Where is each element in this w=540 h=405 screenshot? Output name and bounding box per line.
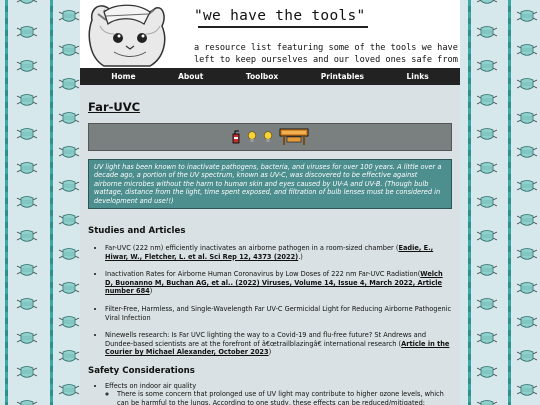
list-item: [105, 244, 452, 261]
title-underline: [198, 26, 368, 28]
mask-icon: [16, 262, 38, 276]
list-item: [105, 382, 452, 405]
mask-icon: [516, 246, 538, 260]
safety-item-text: Effects on indoor air quality: [105, 381, 197, 390]
mask-icon: [516, 110, 538, 124]
mask-icon: [476, 296, 498, 310]
mask-icon: [58, 314, 80, 328]
list-item: [105, 270, 452, 296]
safety-list: [88, 382, 452, 405]
lightbulb-icon: [247, 131, 257, 143]
uv-lamp-icon: [279, 128, 309, 146]
mask-icon: [516, 42, 538, 56]
mask-icon: [58, 212, 80, 226]
study-link[interactable]: Welch D, Buonanno M, Buchan AG, et al.. (2022) Viruses, Volume 14, Issue 4, March 2022, Article number 684: [105, 270, 443, 296]
study-text: Ninewells research: Is Far UVC lighting the way to a Covid-19 and flu-free future? St Andrews and Dundee-based scientists are at the forefront of â€œtrailblazingâ€ international research (: [105, 331, 427, 348]
mask-icon: [16, 160, 38, 174]
study-text: Filter-Free, Harmless, and Single-Wavelength Far UV-C Germicidal Light for Reducing Airborne Pathogenic Viral Infection: [105, 305, 452, 322]
safety-heading: Safety Considerations: [88, 365, 195, 376]
mask-icon: [16, 126, 38, 140]
mask-icon: [58, 246, 80, 260]
mask-icon: [16, 398, 38, 405]
list-item: ◦ There is some concern that prolonged use of UV light may contribute to higher ozone levels, which can be harmful to the lungs. According to one study, these effects can be reduced/mitigated:: [117, 390, 452, 405]
study-text: Inactivation Rates for Airborne Human Coronavirus by Low Doses of 222 nm Far-UVC Radiation(: [105, 270, 421, 279]
mask-icon: [476, 228, 498, 242]
mask-icon: [16, 0, 38, 4]
decorative-stripe: [5, 0, 8, 405]
site-tagline: a resource list featuring some of the tools we have left to keep ourselves and our loved ones safe from: [194, 43, 458, 65]
mask-icon: [476, 160, 498, 174]
decorative-stripe: [468, 0, 471, 405]
study-text-after: .): [298, 252, 303, 261]
study-text: Far-UVC (222 nm) efficiently inactivates an airborne pathogen in a room-sized chamber (: [105, 244, 399, 253]
mask-icon: [476, 398, 498, 405]
fire-extinguisher-icon: [231, 130, 241, 144]
mask-icon: [476, 24, 498, 38]
mask-icon: [516, 144, 538, 158]
mask-icon: [516, 348, 538, 362]
intro-text: UV light has been known to inactivate pathogens, bacteria, and viruses for over 100 years. A little over a decade ago, a portion of the UV spectrum, known as UV-C, was discovered to be effective against airborne microbes without the harm to human skin and eyes caused by UV-A and UV-B. (Though bulb wattage, distance from the light, time spent exposed, and filtration of bulb lenses must be considered in development and use!!): [88, 159, 452, 209]
mask-icon: [516, 314, 538, 328]
mask-icon: [516, 8, 538, 22]
main-content: [80, 85, 460, 405]
nav-about[interactable]: About: [178, 72, 204, 81]
nav-home[interactable]: Home: [111, 72, 136, 81]
lightbulb-icon: [263, 131, 273, 143]
mask-icon: [516, 280, 538, 294]
mask-icon: [16, 194, 38, 208]
mask-icon: [476, 194, 498, 208]
mask-icon: [516, 382, 538, 396]
mask-icon: [58, 280, 80, 294]
nav-links[interactable]: Links: [406, 72, 429, 81]
mask-icon: [58, 144, 80, 158]
mask-icon: [516, 212, 538, 226]
list-item: [105, 305, 452, 322]
mask-icon: [16, 364, 38, 378]
main-nav: [80, 68, 460, 85]
studies-heading: Studies and Articles: [88, 226, 186, 237]
mask-icon: [476, 126, 498, 140]
mask-icon: [476, 262, 498, 276]
mask-icon: [58, 110, 80, 124]
mask-icon: [16, 58, 38, 72]
mask-icon: [476, 0, 498, 4]
safety-sublist: [105, 390, 452, 405]
mask-icon: [516, 178, 538, 192]
mask-icon: [58, 42, 80, 56]
list-item: [105, 331, 452, 357]
study-link[interactable]: Eadie, E., Hiwar, W., Fletcher, L. et al. Sci Rep 12, 4373 (2022): [105, 244, 434, 261]
decorative-stripe: [50, 0, 53, 405]
mask-icon: [476, 364, 498, 378]
mask-icon: [16, 296, 38, 310]
nav-printables[interactable]: Printables: [320, 72, 365, 81]
mask-icon: [476, 58, 498, 72]
site-title: "we have the tools": [194, 8, 366, 24]
mask-icon: [516, 76, 538, 90]
study-text-after: ): [149, 287, 153, 296]
study-text-after: ): [268, 348, 272, 357]
site-header: [80, 0, 460, 68]
mask-icon: [16, 92, 38, 106]
mask-icon: [16, 228, 38, 242]
page-container: [80, 0, 460, 405]
mask-icon: [58, 382, 80, 396]
far-uvc-banner: [88, 123, 452, 151]
mask-icon: [476, 330, 498, 344]
studies-list: [88, 244, 452, 357]
mask-icon: [16, 24, 38, 38]
page-title: Far-UVC: [88, 100, 141, 114]
study-link[interactable]: Article in the Courier by Michael Alexander, October 2023: [105, 339, 450, 357]
nav-toolbox[interactable]: Toolbox: [245, 72, 279, 81]
mask-icon: [58, 348, 80, 362]
decorative-stripe: [508, 0, 511, 405]
mask-icon: [476, 92, 498, 106]
mask-icon: [58, 76, 80, 90]
mask-icon: [58, 178, 80, 192]
cat-with-mask-icon: [84, 0, 174, 68]
mask-icon: [58, 8, 80, 22]
mask-icon: [16, 330, 38, 344]
